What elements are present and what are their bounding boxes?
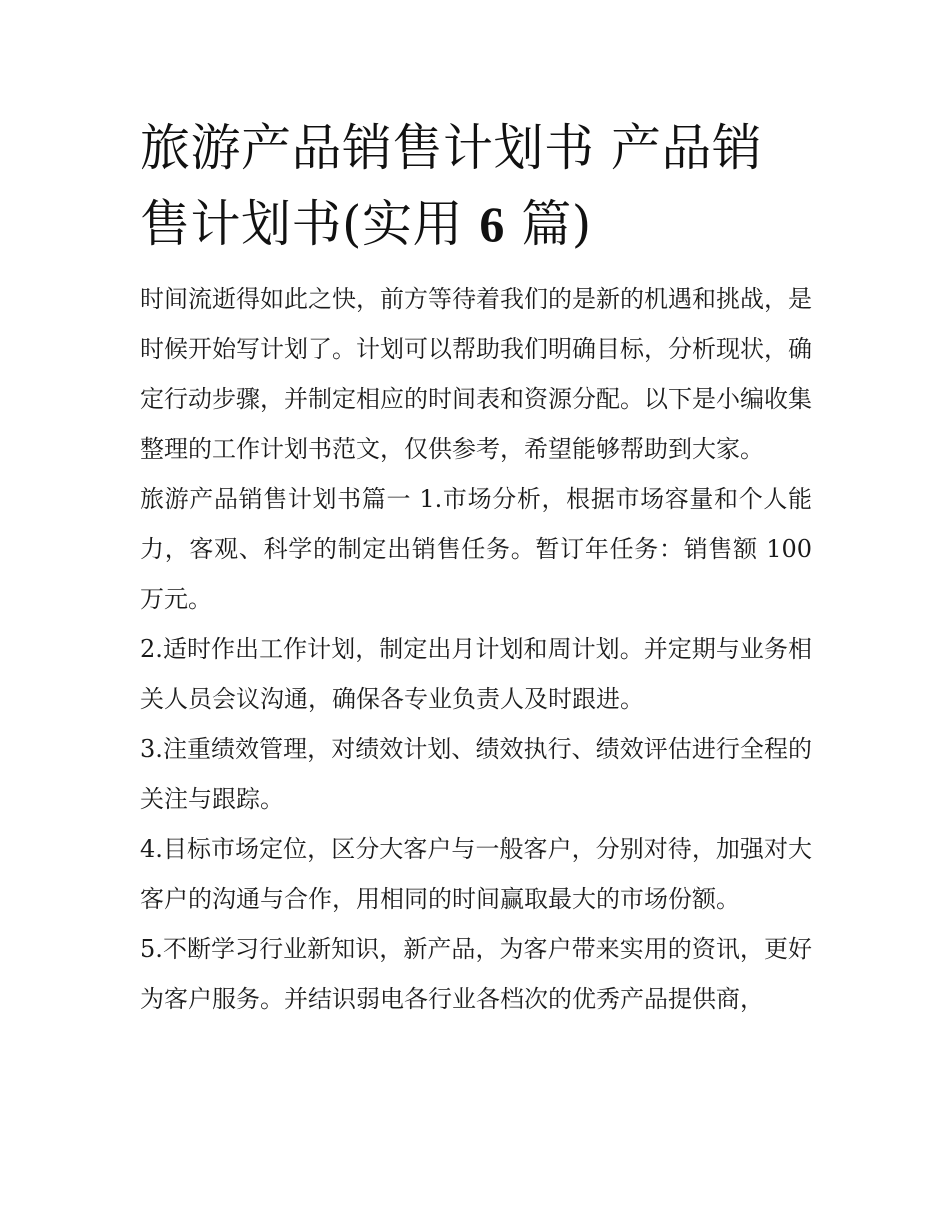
plan-item-1: 旅游产品销售计划书篇一 1.市场分析，根据市场容量和个人能力，客观、科学的制定出销售任务。暂订年任务：销售额 100 万元。 <box>140 485 812 613</box>
title-text-end: 篇) <box>504 195 592 253</box>
document-title <box>140 110 812 262</box>
plan-item-4: 4.目标市场定位，区分大客户与一般客户，分别对待，加强对大客户的沟通与合作，用相同的时间赢取最大的市场份额。 <box>140 835 812 913</box>
title-text-main: 旅游产品销售计划书 产品销售计划书(实用 <box>140 119 763 253</box>
plan-item-2: 2.适时作出工作计划，制定出月计划和周计划。并定期与业务相关人员会议沟通，确保各专业负责人及时跟进。 <box>140 635 812 713</box>
document-body <box>140 110 812 1024</box>
plan-item-3: 3.注重绩效管理，对绩效计划、绩效执行、绩效评估进行全程的关注与跟踪。 <box>140 735 812 813</box>
title-number: 6 <box>479 196 505 252</box>
intro-paragraph: 时间流逝得如此之快，前方等待着我们的是新的机遇和挑战，是时候开始写计划了。计划可以帮助我们明确目标，分析现状，确定行动步骤，并制定相应的时间表和资源分配。以下是小编收集整理的工作计划书范文，仅供参考，希望能够帮助到大家。 <box>140 285 812 463</box>
plan-item-5: 5.不断学习行业新知识，新产品，为客户带来实用的资讯，更好为客户服务。并结识弱电各行业各档次的优秀产品提供商， <box>140 935 812 1013</box>
